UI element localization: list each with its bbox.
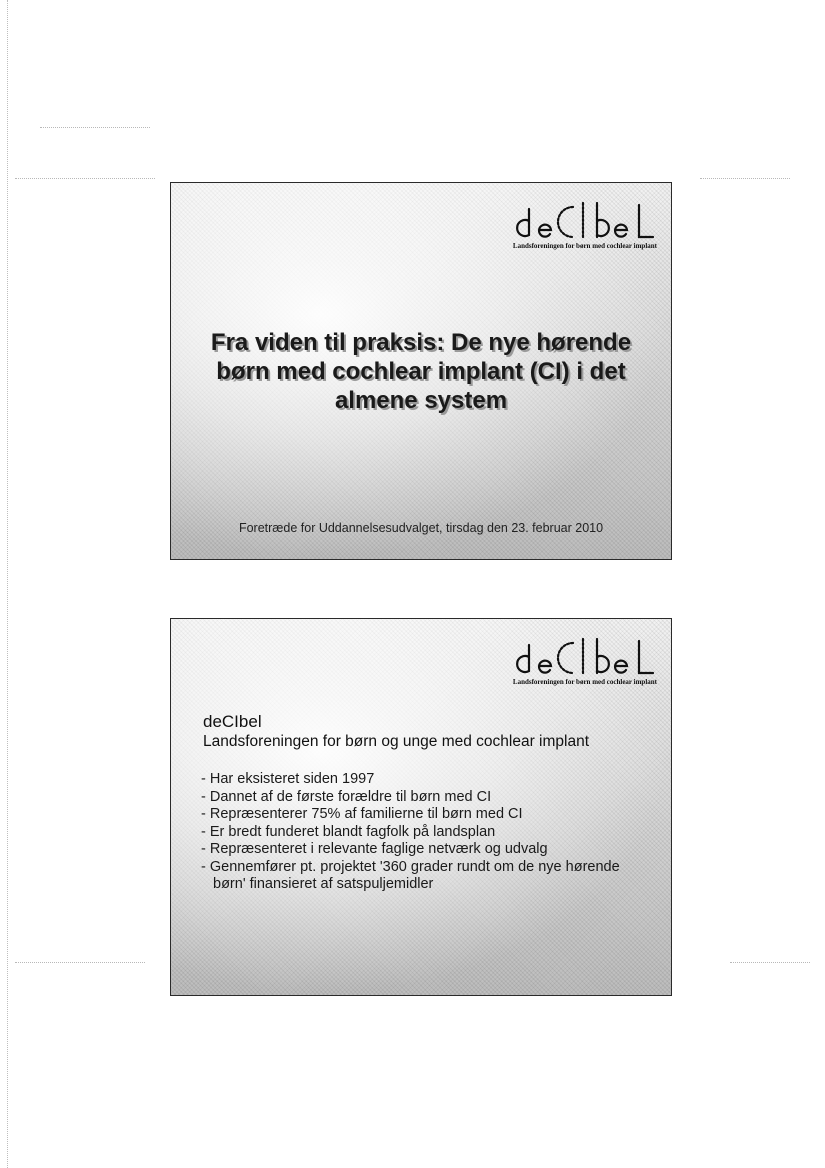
logo-tagline: Landsforeningen for børn med cochlear implant: [512, 678, 657, 686]
scan-line: [730, 962, 810, 963]
bullet-list: [201, 771, 651, 894]
page-edge: [7, 0, 8, 1168]
slide-footer: Foretræde for Uddannelsesudvalget, tirsdag den 23. februar 2010: [238, 521, 604, 535]
decibel-logo-mark: [507, 197, 657, 243]
list-item: - Repræsenterer 75% af familierne til børn med CI: [201, 806, 651, 824]
organization-name: deCIbel: [203, 712, 262, 731]
decibel-logo: [497, 633, 657, 691]
list-item: - Har eksisteret siden 1997: [201, 771, 651, 789]
logo-tagline: Landsforeningen for børn med cochlear implant: [512, 242, 657, 250]
scan-line: [40, 127, 150, 128]
scan-line: [700, 178, 790, 179]
slide-title: Fra viden til praksis: De nye hørende børn med cochlear implant (CI) i det almene system: [210, 329, 632, 414]
organization-subtitle: Landsforeningen for børn og unge med cochlear implant: [203, 733, 590, 750]
list-item: - Dannet af de første forældre til børn med CI: [201, 789, 651, 807]
slide-organization-info: [170, 618, 672, 996]
scan-line: [15, 178, 155, 179]
decibel-logo-mark: [507, 633, 657, 679]
scan-line: [15, 962, 145, 963]
list-item: - Er bredt funderet blandt fagfolk på landsplan: [201, 824, 651, 842]
decibel-logo: [497, 197, 657, 255]
slide-title-slide: [170, 182, 672, 560]
list-item: - Gennemfører pt. projektet '360 grader rundt om de nye hørende børn' finansieret af satspuljemidler: [201, 859, 651, 894]
list-item: - Repræsenteret i relevante faglige netværk og udvalg: [201, 841, 651, 859]
